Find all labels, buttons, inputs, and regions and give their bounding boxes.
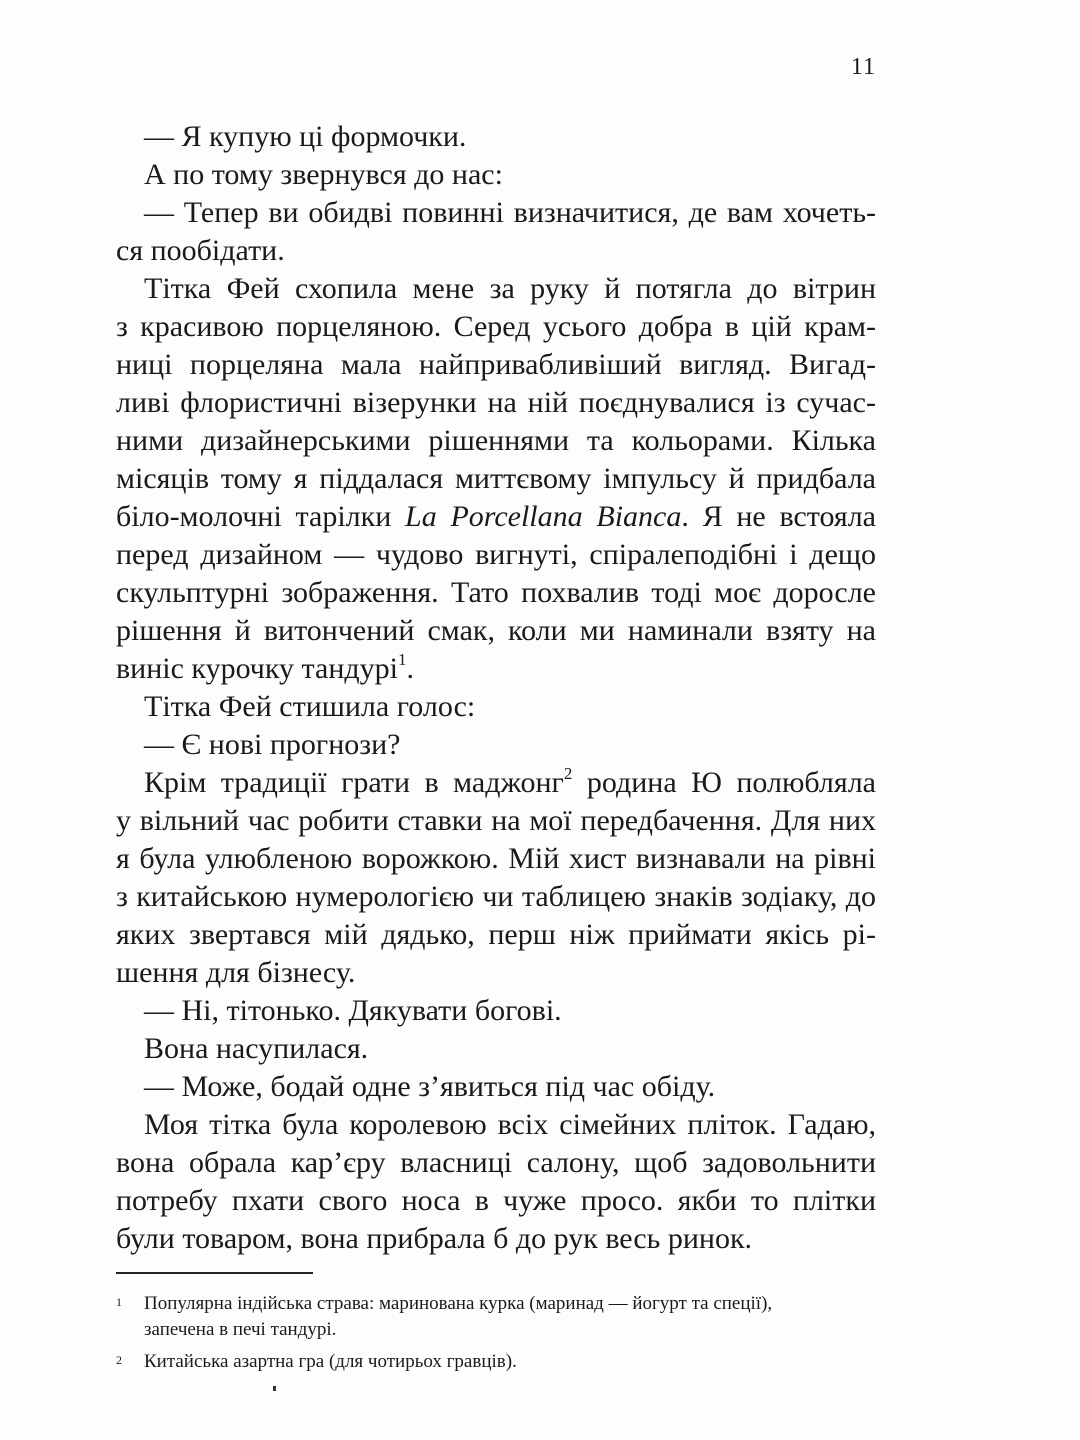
text-line: ними дизайнерськими рішеннями та кольорами. Кілька: [116, 424, 876, 457]
footnote-marker: 1: [116, 1295, 122, 1309]
text-line: — Є нові прогнози?: [144, 728, 401, 761]
text-line: з китайською нумерологією чи таблицею знаків зодіаку, до: [116, 880, 876, 913]
text-fragment: Крім традиції грати в маджонг: [144, 766, 564, 799]
text-line: — Може, бодай одне з’явиться під час обіду.: [144, 1070, 716, 1103]
footnote-marker: 2: [116, 1353, 122, 1367]
text-line: — Тепер ви обидві повинні визначитися, де вам хочеть-: [144, 196, 876, 229]
text-line: [116, 650, 876, 688]
text-line: ливі флористичні візерунки на ній поєднувалися із сучас-: [116, 386, 876, 419]
footnotes: [116, 1291, 876, 1375]
page-number: 11: [850, 54, 876, 80]
footnote-line: Популярна індійська страва: маринована курка (маринад — йогурт та спеції),: [144, 1293, 773, 1314]
footnote-divider: [116, 1272, 313, 1274]
text-fragment: . Я не встояла: [681, 500, 876, 533]
footnote-line: запечена в печі тандурі.: [144, 1319, 337, 1340]
text-line: — Ні, тітонько. Дякувати богові.: [144, 994, 562, 1027]
footnote-2: [116, 1349, 876, 1375]
main-text: [116, 118, 876, 1258]
text-fragment: біло-молочні тарілки: [116, 500, 406, 533]
text-line: [116, 764, 876, 802]
text-line: Моя тітка була королевою всіх сімейних пліток. Гадаю,: [144, 1108, 876, 1141]
text-line: яких звертався мій дядько, перш ніж приймати якісь рі-: [116, 918, 876, 951]
text-line: ся пообідати.: [116, 234, 285, 267]
text-line: рішення й витончений смак, коли ми наминали взяту на: [116, 614, 876, 647]
text-fragment: родина Ю полюбляла: [572, 766, 876, 799]
text-line: скульптурні зображення. Тато похвалив тоді моє доросле: [116, 576, 876, 609]
text-line: перед дизайном — чудово вигнуті, спіралеподібні і дещо: [116, 538, 876, 571]
text-line: у вільний час робити ставки на мої передбачення. Для них: [116, 804, 876, 837]
text-line: шення для бізнесу.: [116, 956, 356, 989]
text-line: я була улюбленою ворожкою. Мій хист визнавали на рівні: [116, 842, 876, 875]
print-speck: [273, 1386, 276, 1391]
text-line: з красивою порцеляною. Серед усього добра в цій крам-: [116, 310, 876, 343]
text-fragment: виніс курочку тандурі: [116, 652, 398, 685]
text-line: потребу пхати свого носа в чуже просо. якби то плітки: [116, 1184, 876, 1217]
text-line: вона обрала кар’єру власниці салону, щоб задовольнити: [116, 1146, 876, 1179]
text-line: Вона насупилася.: [144, 1032, 369, 1065]
footnote-1: [116, 1291, 876, 1343]
footnote-ref-1: 1: [397, 650, 407, 669]
text-line: Тітка Фей схопила мене за руку й потягла до вітрин: [144, 272, 876, 305]
italic-title: La Porcellana Bianca: [405, 500, 682, 533]
footnote-ref-2: 2: [563, 764, 573, 783]
text-fragment: .: [406, 652, 414, 685]
text-line: — Я купую ці формочки.: [144, 120, 467, 153]
text-line: ниці порцеляна мала найпривабливіший вигляд. Вигад-: [116, 348, 876, 381]
text-line: [116, 498, 876, 536]
text-line: Тітка Фей стишила голос:: [144, 690, 476, 723]
text-line: А по тому звернувся до нас:: [144, 158, 503, 191]
text-line: місяців тому я піддалася миттєвому імпульсу й придбала: [116, 462, 876, 495]
footnote-line: Китайська азартна гра (для чотирьох гравців).: [144, 1351, 517, 1372]
text-line: були товаром, вона прибрала б до рук весь ринок.: [116, 1222, 753, 1255]
